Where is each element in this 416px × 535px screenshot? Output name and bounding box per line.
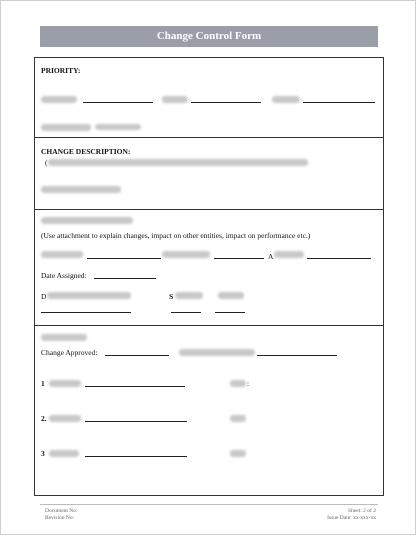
blurred-label — [230, 450, 246, 457]
date-assigned-field[interactable] — [94, 278, 156, 279]
blurred-label — [230, 415, 246, 422]
approver-1-field[interactable] — [85, 386, 185, 387]
blurred-label — [175, 292, 203, 299]
approver-2-field[interactable] — [85, 421, 187, 422]
change-approved-field-2[interactable] — [257, 355, 337, 356]
priority-field-2[interactable] — [191, 102, 261, 103]
blurred-instruction — [48, 159, 308, 166]
approver-3-number: 3 — [41, 449, 45, 458]
approver-1-colon: : — [247, 379, 250, 388]
footer-revision-no: Revision No: — [45, 515, 75, 521]
change-description-heading: CHANGE DESCRIPTION: — [41, 147, 131, 156]
blurred-label — [41, 124, 91, 131]
approver-1-number: 1 — [41, 379, 45, 388]
change-approved-label: Change Approved: — [41, 348, 98, 357]
blurred-label — [218, 292, 244, 299]
technical-field-6[interactable] — [215, 312, 245, 313]
blurred-label — [179, 349, 255, 356]
blurred-label — [272, 96, 300, 103]
blurred-label — [41, 251, 83, 258]
blurred-section-heading — [41, 217, 133, 224]
priority-field-3[interactable] — [303, 102, 375, 103]
assigned-letter: A — [268, 252, 274, 261]
blurred-attachments — [41, 186, 121, 193]
priority-heading: PRIORITY: — [41, 66, 81, 75]
approvals-section — [35, 326, 383, 496]
blurred-label — [49, 380, 81, 387]
footer-sheet: Sheet: 2 of 2 — [348, 508, 376, 514]
blurred-label — [274, 251, 304, 258]
blurred-label — [162, 96, 188, 103]
date-assigned-label: Date Assigned: — [41, 271, 87, 280]
blurred-label — [41, 96, 77, 103]
approver-2-number: 2. — [41, 414, 47, 423]
blurred-label — [47, 292, 131, 299]
change-approved-field[interactable] — [105, 355, 169, 356]
blurred-label — [162, 251, 210, 258]
approver-3-field[interactable] — [85, 456, 187, 457]
s-letter: S — [169, 292, 174, 301]
blurred-date-field — [95, 124, 141, 130]
technical-instruction: (Use attachment to explain changes, impact on other entities, impact on performance etc.) — [41, 231, 311, 240]
form-box — [34, 57, 384, 496]
technical-field-1[interactable] — [87, 258, 161, 259]
blurred-section-heading — [41, 334, 87, 341]
technical-field-4[interactable] — [41, 312, 131, 313]
blurred-label — [49, 415, 81, 422]
technical-field-2[interactable] — [214, 258, 264, 259]
form-title: Change Control Form — [40, 26, 378, 47]
d-letter: D — [41, 292, 47, 301]
change-description-section — [35, 138, 383, 210]
technical-field-5[interactable] — [171, 312, 201, 313]
technical-field-3[interactable] — [307, 258, 371, 259]
priority-field-1[interactable] — [83, 102, 153, 103]
open-paren: ( — [45, 158, 48, 167]
footer-document-no: Document No: — [45, 508, 78, 514]
priority-section — [35, 58, 383, 138]
technical-evaluation-section — [35, 210, 383, 326]
blurred-label — [49, 450, 79, 457]
blurred-label — [230, 380, 246, 387]
footer-issue-date: Issue Date: xx-xxx-xx — [327, 515, 376, 521]
footer-divider — [40, 504, 378, 505]
